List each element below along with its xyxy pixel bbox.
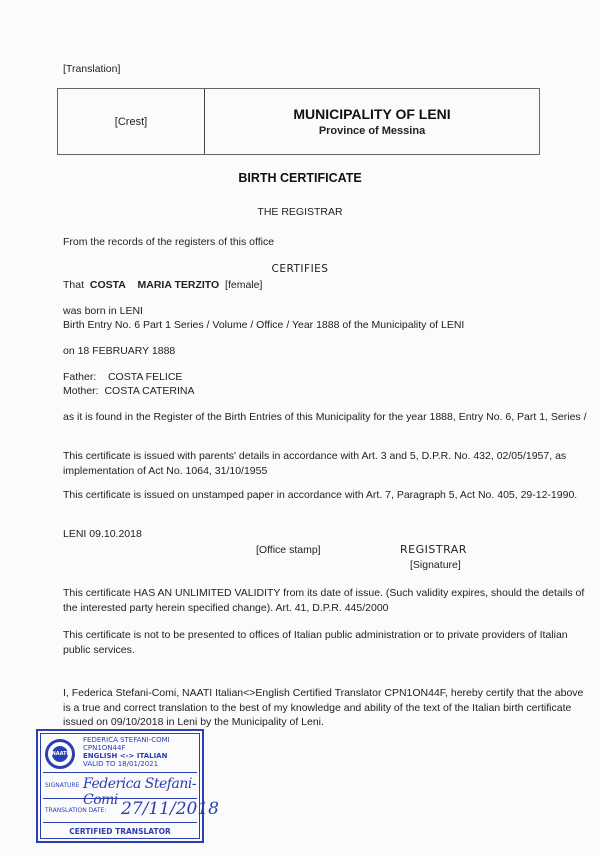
municipality-cell bbox=[205, 89, 539, 154]
place-date: LENI 09.10.2018 bbox=[63, 528, 142, 540]
intro-text: From the records of the registers of this office bbox=[63, 236, 275, 248]
register-note: as it is found in the Register of the Birth Entries of this Municipality for the year 1888, Entry No. 6, Part 1, Series / bbox=[63, 411, 587, 423]
translator-statement: I, Federica Stefani-Comi, NAATI Italian<>English Certified Translator CPN1ON44F, hereby certify that the above is a true and correct translation to the best of my knowledge and ability of the text of the Italian birth certificate issued on 09/10/2018 in Leni by the Municipality of Leni. bbox=[63, 687, 584, 728]
office-stamp-placeholder: [Office stamp] bbox=[256, 544, 321, 556]
father-name: COSTA FELICE bbox=[107, 371, 183, 383]
mother-label: Mother: bbox=[63, 385, 99, 397]
subject-gender: [female] bbox=[225, 279, 263, 291]
certifies-label: CERTIFIES bbox=[271, 263, 329, 275]
stamp-frame bbox=[40, 733, 219, 839]
naati-logo-icon: NAATI bbox=[45, 739, 75, 769]
mother-name: COSTA CATERINA bbox=[104, 385, 195, 397]
header-table bbox=[57, 88, 540, 155]
validity-note: This certificate HAS AN UNLIMITED VALIDITY from its date of issue. (Such validity expires, should the details of the interested party herein specified change). Art. 41, D.P.R. 445/2000 bbox=[63, 587, 585, 614]
stamp-date-row bbox=[43, 798, 219, 823]
usage-note: This certificate is not to be presented to offices of Italian public administration or to private providers of Italian public services. bbox=[63, 629, 568, 656]
crest-placeholder: [Crest] bbox=[114, 115, 148, 128]
father-label: Father: bbox=[63, 371, 97, 383]
stamp-date-label: TRANSLATION DATE: bbox=[45, 807, 107, 814]
mother-line bbox=[63, 384, 195, 398]
subject-prefix: That bbox=[63, 279, 85, 291]
father-line bbox=[63, 370, 182, 384]
subject-surname: COSTA bbox=[89, 279, 126, 291]
subject-given-names: MARIA TERZITO bbox=[137, 279, 220, 291]
stamp-translator-name: FEDERICA STEFANI-COMI bbox=[83, 736, 170, 744]
registrar-label: REGISTRAR bbox=[400, 543, 467, 556]
stamp-translator-code: CPN1ON44F bbox=[83, 744, 126, 752]
subject-line bbox=[63, 278, 262, 292]
province-name: Province of Messina bbox=[318, 125, 426, 137]
crest-cell bbox=[58, 89, 205, 154]
translation-label: [Translation] bbox=[63, 63, 121, 75]
stamp-footer: CERTIFIED TRANSLATOR bbox=[43, 822, 197, 841]
entry-details: Birth Entry No. 6 Part 1 Series / Volume / Office / Year 1888 of the Municipality of LENI bbox=[63, 319, 465, 331]
stamp-signature-row bbox=[43, 772, 197, 808]
born-in: was born in LENI bbox=[63, 305, 143, 317]
stamp-signature-value: Federica Stefani-Comi bbox=[83, 776, 197, 808]
stamp-valid-to: VALID TO 18/01/2021 bbox=[83, 760, 159, 768]
signature-placeholder: [Signature] bbox=[410, 559, 461, 571]
parents-details-note: This certificate is issued with parents' details in accordance with Art. 3 and 5, D.P.R. No. 432, 02/05/1957, as implementation of Act No. 1064, 31/10/1955 bbox=[63, 450, 567, 477]
stamp-signature-label: SIGNATURE bbox=[45, 782, 80, 789]
issuer: THE REGISTRAR bbox=[257, 206, 343, 218]
document-title: BIRTH CERTIFICATE bbox=[238, 171, 362, 185]
translator-stamp bbox=[36, 729, 219, 843]
municipality-name: MUNICIPALITY OF LENI bbox=[293, 106, 451, 122]
unstamped-note: This certificate is issued on unstamped paper in accordance with Art. 7, Paragraph 5, Act No. 405, 29-12-1990. bbox=[63, 489, 578, 501]
stamp-date-value: 27/11/2018 bbox=[121, 799, 219, 819]
birth-date: on 18 FEBRUARY 1888 bbox=[63, 345, 176, 357]
stamp-languages: ENGLISH <-> ITALIAN bbox=[83, 752, 168, 760]
